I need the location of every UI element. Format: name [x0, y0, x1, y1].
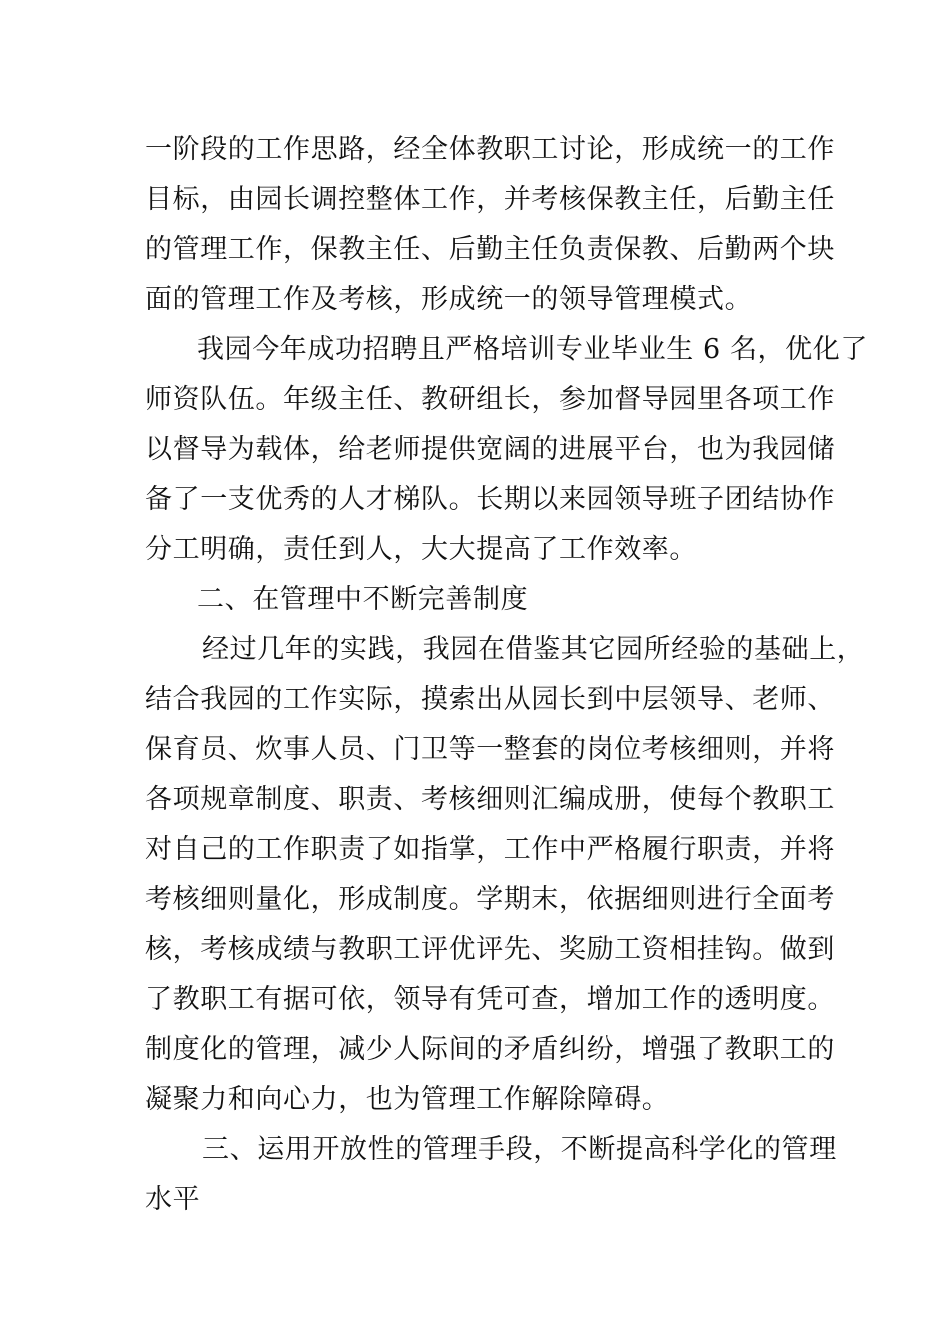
paragraph-line: 目标，由园长调控整体工作，并考核保教主任，后勤主任 [145, 184, 835, 215]
paragraph-line: 各项规章制度、职责、考核细则汇编成册，使每个教职工 [145, 784, 835, 815]
paragraph-line: 了教职工有据可依，领导有凭可查，增加工作的透明度。 [145, 984, 835, 1015]
paragraph-line: 对自己的工作职责了如指掌，工作中严格履行职责，并将 [145, 834, 835, 865]
paragraph-line: 考核细则量化，形成制度。学期末，依据细则进行全面考 [145, 884, 835, 915]
section-heading-continued: 水平 [145, 1184, 201, 1215]
paragraph-line: 我园今年成功招聘且严格培训专业毕业生 6 名，优化了 [197, 334, 868, 365]
paragraph-line: 备了一支优秀的人才梯队。长期以来园领导班子团结协作 [145, 484, 835, 515]
paragraph-line: 分工明确，责任到人，大大提高了工作效率。 [145, 534, 697, 565]
paragraph-line: 经过几年的实践，我园在借鉴其它园所经验的基础上， [202, 634, 865, 665]
section-heading: 二、在管理中不断完善制度 [197, 584, 529, 615]
section-heading: 三、运用开放性的管理手段，不断提高科学化的管理 [202, 1134, 837, 1165]
paragraph-line: 制度化的管理，减少人际间的矛盾纠纷，增强了教职工的 [145, 1034, 835, 1065]
paragraph-line: 师资队伍。年级主任、教研组长，参加督导园里各项工作 [145, 384, 835, 415]
paragraph-line: 面的管理工作及考核，形成统一的领导管理模式。 [145, 284, 753, 315]
paragraph-line: 结合我园的工作实际，摸索出从园长到中层领导、老师、 [145, 684, 835, 715]
paragraph-line: 以督导为载体，给老师提供宽阔的进展平台，也为我园储 [145, 434, 835, 465]
paragraph-line: 的管理工作，保教主任、后勤主任负责保教、后勤两个块 [145, 234, 835, 265]
paragraph-line: 核，考核成绩与教职工评优评先、奖励工资相挂钩。做到 [145, 934, 835, 965]
paragraph-line: 一阶段的工作思路，经全体教职工讨论，形成统一的工作 [145, 134, 835, 165]
paragraph-line: 凝聚力和向心力，也为管理工作解除障碍。 [145, 1084, 670, 1115]
paragraph-line: 保育员、炊事人员、门卫等一整套的岗位考核细则，并将 [145, 734, 835, 765]
